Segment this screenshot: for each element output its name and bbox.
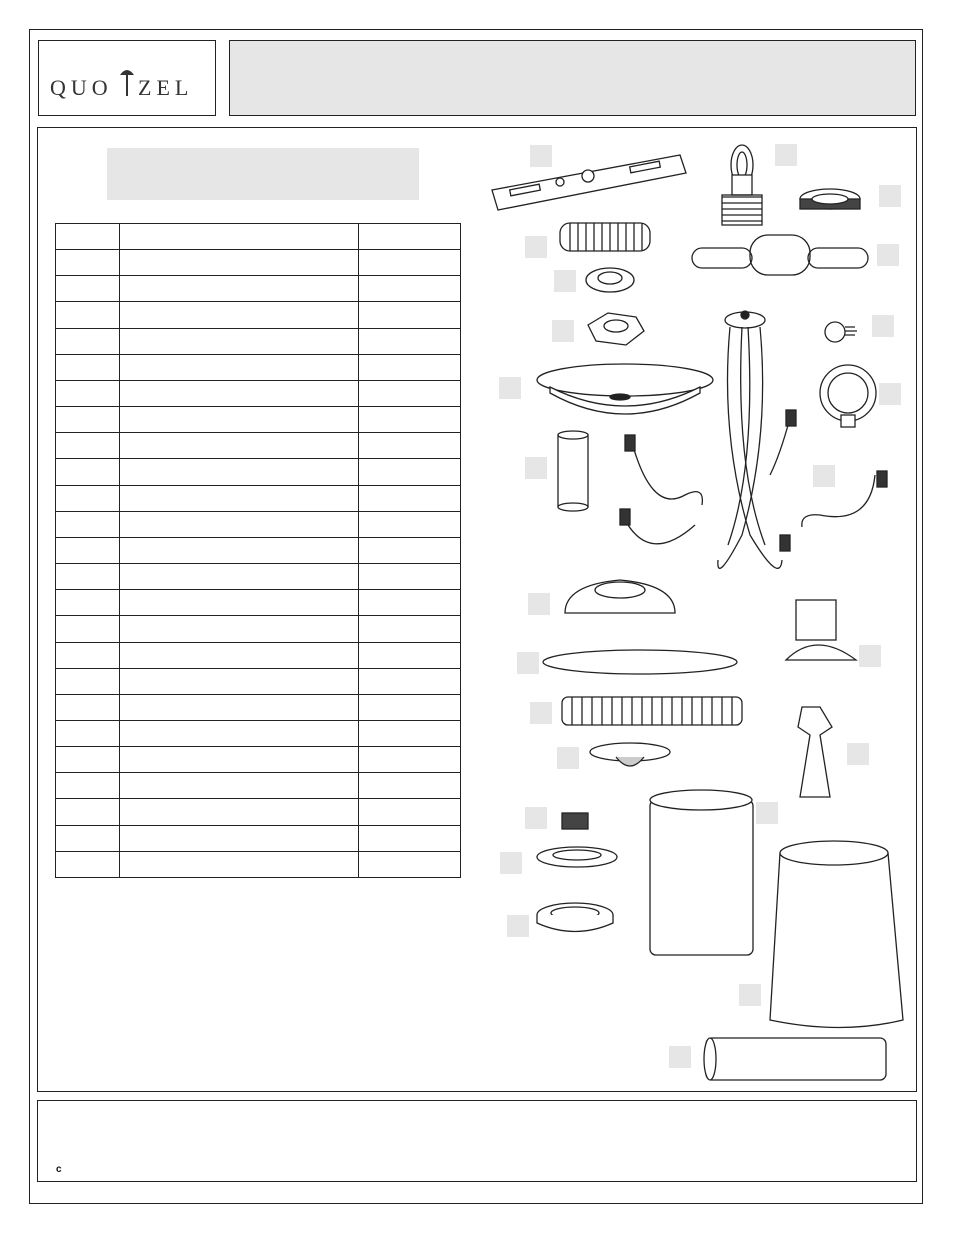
table-cell [359, 747, 461, 773]
part-tag [554, 270, 576, 292]
table-row [56, 564, 461, 590]
table-cell [119, 616, 359, 642]
table-cell [119, 459, 359, 485]
plate-part [543, 650, 737, 674]
table-cell [119, 694, 359, 720]
part-tag [499, 377, 521, 399]
part-tag [528, 593, 550, 615]
chain-part [692, 235, 868, 275]
table-cell [56, 328, 120, 354]
lock-nut-part [800, 189, 860, 209]
table-row [56, 773, 461, 799]
part-tag [813, 465, 835, 487]
table-cell [56, 433, 120, 459]
table-cell [359, 250, 461, 276]
table-cell [56, 668, 120, 694]
table-cell [56, 302, 120, 328]
table-cell [56, 747, 120, 773]
table-row [56, 590, 461, 616]
part-tag [525, 236, 547, 258]
table-cell [119, 851, 359, 877]
star-washer-part [586, 268, 634, 292]
table-cell [359, 511, 461, 537]
table-row [56, 799, 461, 825]
table-row [56, 720, 461, 746]
table-cell [56, 616, 120, 642]
table-cell [119, 276, 359, 302]
table-cell [359, 668, 461, 694]
table-cell [119, 485, 359, 511]
finial-part [825, 322, 857, 342]
table-cell [56, 276, 120, 302]
table-row [56, 224, 461, 250]
table-row [56, 354, 461, 380]
table-cell [359, 537, 461, 563]
part-tag [669, 1046, 691, 1068]
part-tag [859, 645, 881, 667]
part-tag [847, 743, 869, 765]
table-cell [56, 799, 120, 825]
brand-logo [50, 61, 210, 107]
canopy-part [537, 364, 713, 414]
table-row [56, 250, 461, 276]
part-tag [872, 315, 894, 337]
parts-table [55, 223, 461, 878]
table-cell [119, 747, 359, 773]
table-row [56, 328, 461, 354]
table-cell [359, 354, 461, 380]
table-row [56, 616, 461, 642]
table-cell [119, 590, 359, 616]
table-cell [56, 250, 120, 276]
footer-mark: c [56, 1164, 62, 1175]
ring-part [820, 365, 876, 427]
part-tag [775, 144, 797, 166]
bobeche-part [786, 600, 856, 660]
part-tag [739, 984, 761, 1006]
table-row [56, 380, 461, 406]
crossbar-part [492, 155, 686, 210]
table-cell [359, 380, 461, 406]
footer-panel [37, 1100, 917, 1182]
part-tag [525, 807, 547, 829]
table-cell [359, 328, 461, 354]
table-cell [359, 851, 461, 877]
candle-tube-part [704, 1038, 886, 1080]
table-cell [119, 642, 359, 668]
hex-nut-part [588, 313, 644, 345]
part-tag [879, 185, 901, 207]
table-cell [359, 459, 461, 485]
table-cell [359, 720, 461, 746]
logo-box [38, 40, 216, 116]
table-cell [359, 485, 461, 511]
svg-text:QUO: QUO [50, 75, 113, 100]
hang-loop-part [722, 145, 762, 225]
table-row [56, 302, 461, 328]
part-tag [507, 915, 529, 937]
table-cell [359, 642, 461, 668]
table-cell [119, 720, 359, 746]
table-row [56, 747, 461, 773]
table-cell [119, 250, 359, 276]
cylinder-glass-part [650, 790, 753, 955]
table-cell [359, 825, 461, 851]
table-row [56, 511, 461, 537]
table-row [56, 459, 461, 485]
tapered-glass-part [770, 841, 903, 1028]
table-row [56, 825, 461, 851]
table-cell [119, 224, 359, 250]
table-row [56, 407, 461, 433]
table-cell [119, 668, 359, 694]
table-row [56, 668, 461, 694]
canopy-cup-part [565, 580, 675, 613]
part-tag [877, 244, 899, 266]
table-cell [56, 407, 120, 433]
part-tag [500, 852, 522, 874]
table-row [56, 433, 461, 459]
table-cell [119, 433, 359, 459]
table-cell [119, 380, 359, 406]
part-tag [525, 457, 547, 479]
table-cell [56, 564, 120, 590]
table-cell [56, 537, 120, 563]
part-tag [530, 702, 552, 724]
table-cell [56, 354, 120, 380]
threaded-nipple-part [560, 223, 650, 251]
small-nut-part [562, 813, 588, 829]
table-cell [119, 511, 359, 537]
thick-ring-part [537, 903, 613, 932]
table-row [56, 642, 461, 668]
table-cell [119, 407, 359, 433]
table-cell [119, 537, 359, 563]
chandelier-body-part [620, 311, 887, 568]
table-cell [359, 302, 461, 328]
table-cell [56, 851, 120, 877]
table-cell [359, 407, 461, 433]
table-cell [56, 459, 120, 485]
table-row [56, 485, 461, 511]
table-row [56, 851, 461, 877]
table-cell [56, 511, 120, 537]
socket-cover-part [558, 431, 588, 511]
bottom-cap-part [590, 743, 670, 766]
part-tag [530, 145, 552, 167]
part-tag [517, 652, 539, 674]
table-cell [359, 224, 461, 250]
table-cell [56, 773, 120, 799]
title-banner [229, 40, 916, 116]
table-cell [56, 380, 120, 406]
svg-text:ZEL: ZEL [138, 75, 194, 100]
table-cell [56, 590, 120, 616]
table-cell [119, 328, 359, 354]
part-tag [756, 802, 778, 824]
table-cell [56, 694, 120, 720]
part-tag [552, 320, 574, 342]
table-cell [359, 616, 461, 642]
table-cell [119, 354, 359, 380]
table-cell [119, 799, 359, 825]
table-cell [359, 799, 461, 825]
table-cell [56, 485, 120, 511]
table-cell [359, 694, 461, 720]
finial-shaft-part [798, 707, 832, 797]
table-cell [359, 276, 461, 302]
table-cell [359, 564, 461, 590]
table-cell [359, 590, 461, 616]
table-cell [119, 302, 359, 328]
flat-ring-part [537, 847, 617, 867]
table-cell [56, 642, 120, 668]
table-cell [56, 720, 120, 746]
table-cell [56, 825, 120, 851]
part-tag [879, 383, 901, 405]
table-row [56, 537, 461, 563]
threaded-rod-part [562, 697, 742, 725]
table-cell [359, 773, 461, 799]
brand-logo-graphic [50, 61, 210, 101]
table-cell [119, 773, 359, 799]
table-cell [119, 564, 359, 590]
table-cell [56, 224, 120, 250]
table-row [56, 276, 461, 302]
parts-list-header [107, 148, 419, 200]
table-cell [119, 825, 359, 851]
table-row [56, 694, 461, 720]
table-cell [359, 433, 461, 459]
part-tag [557, 747, 579, 769]
